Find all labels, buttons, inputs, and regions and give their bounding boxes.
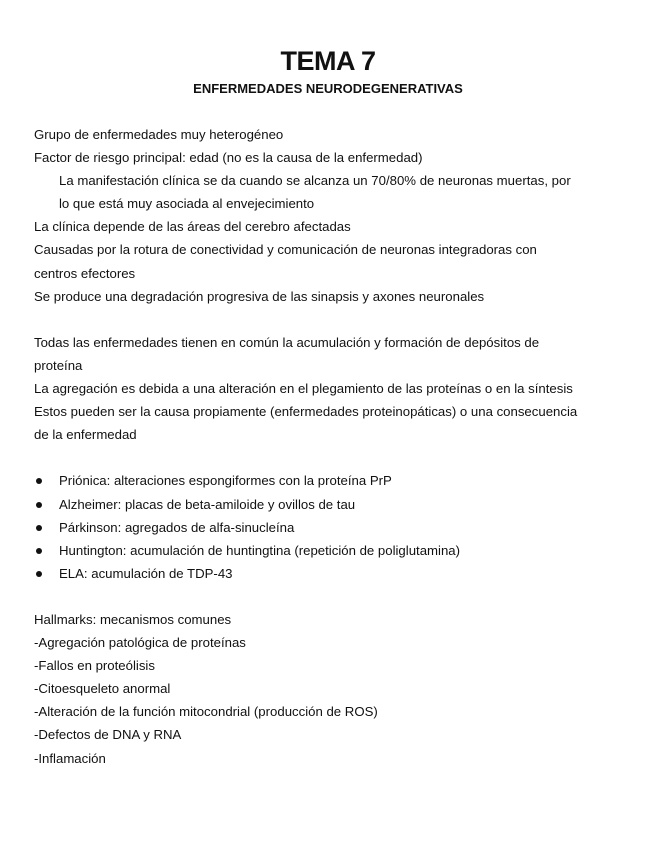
hallmark-item: -Agregación patológica de proteínas [34,635,246,651]
intro-line-5: La clínica depende de las áreas del cerebro afectadas [34,219,351,235]
bullet-dot-icon [36,548,42,554]
hallmark-item: -Alteración de la función mitocondrial (producción de ROS) [34,704,378,720]
disease-text: Priónica: alteraciones espongiformes con la proteína PrP [59,473,392,489]
hallmark-item: -Inflamación [34,750,106,766]
disease-text: Alzheimer: placas de beta-amiloide y ovillos de tau [59,496,356,512]
hallmarks-heading: Hallmarks: mecanismos comunes [34,611,232,627]
bullet-dot-icon [36,525,42,531]
disease-text: ELA: acumulación de TDP-43 [59,565,233,581]
intro-line-7: centros efectores [34,265,136,281]
proteins-line-1: Todas las enfermedades tienen en común la acumulación y formación de depósitos de [34,334,540,350]
bullet-dot-icon [36,502,42,508]
proteins-line-4: Estos pueden ser la causa propiamente (enfermedades proteinopáticas) o una consecuencia [34,404,578,420]
intro-line-6: Causadas por la rotura de conectividad y comunicación de neuronas integradoras con [34,242,537,258]
proteins-line-5: de la enfermedad [34,427,137,443]
proteins-line-3: La agregación es debida a una alteración en el plegamiento de las proteínas o en la síntesis [34,381,573,397]
disease-list-item [34,493,624,516]
page-subtitle: ENFERMEDADES NEURODEGENERATIVAS [193,81,463,96]
bullet-dot-icon [36,478,42,484]
spacer [34,308,624,331]
intro-line-4: lo que está muy asociada al envejecimiento [59,196,315,212]
intro-line-1: Grupo de enfermedades muy heterogéneo [34,127,284,142]
page-title: TEMA 7 [280,46,376,76]
disease-text: Párkinson: agregados de alfa-sinucleína [59,519,295,535]
hallmark-item: -Fallos en proteólisis [34,658,155,674]
proteins-line-2: proteína [34,357,83,373]
disease-list-item [34,562,624,585]
intro-line-2: Factor de riesgo principal: edad (no es la causa de la enfermedad) [34,150,423,166]
spacer [34,446,624,469]
bullet-dot-icon [36,571,42,577]
disease-text: Huntington: acumulación de huntingtina (repetición de poliglutamina) [59,542,461,558]
spacer [34,585,624,608]
disease-list-item [34,469,624,492]
hallmark-item: -Citoesqueleto anormal [34,681,171,697]
intro-line-8: Se produce una degradación progresiva de las sinapsis y axones neuronales [34,288,485,304]
disease-list-item [34,539,624,562]
intro-line-3: La manifestación clínica se da cuando se alcanza un 70/80% de neuronas muertas, por [59,173,571,189]
hallmark-item: -Defectos de DNA y RNA [34,727,182,743]
document-body [34,123,624,770]
disease-list-item [34,516,624,539]
